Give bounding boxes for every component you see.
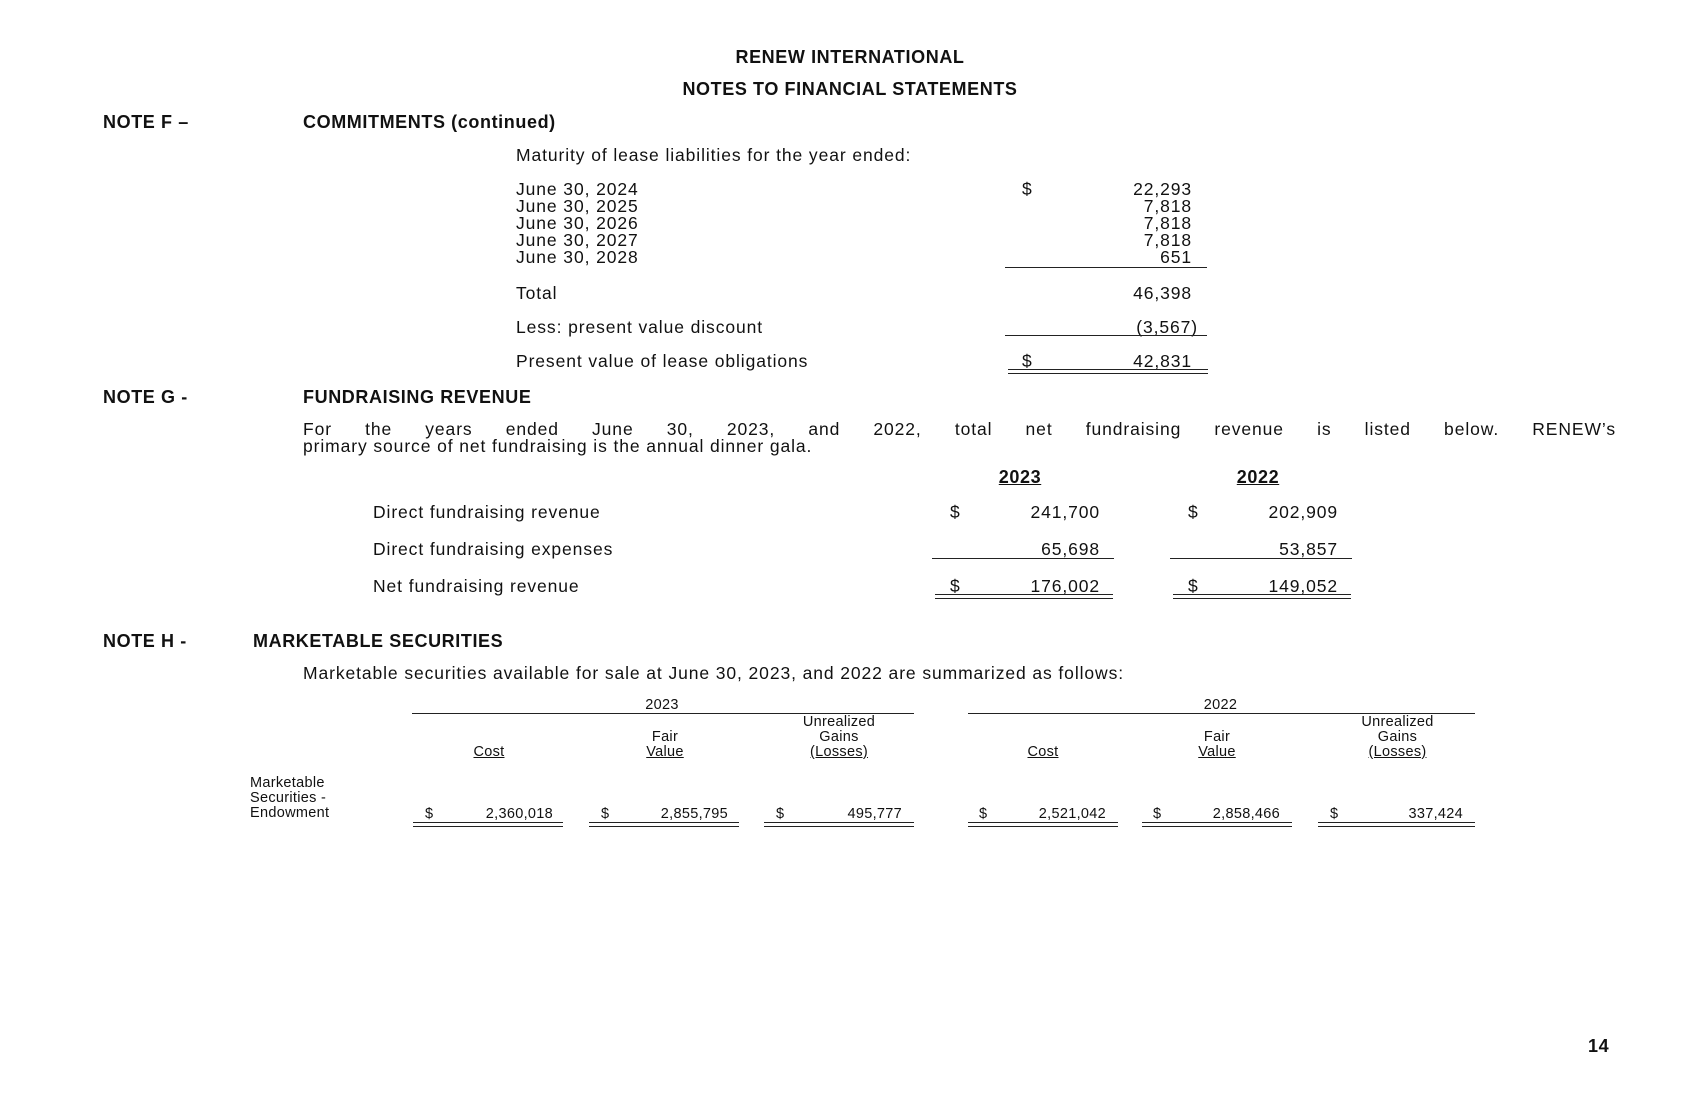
securities-row-label-line2: Securities - — [250, 790, 327, 806]
lease-total-label: Total — [516, 283, 558, 303]
year-group-2023: 2023 — [645, 697, 679, 713]
currency-symbol: $ — [425, 806, 434, 822]
total-double-rule — [1142, 822, 1292, 827]
note-h-title: MARKETABLE SECURITIES — [253, 631, 504, 651]
page-number: 14 — [1588, 1036, 1610, 1056]
col-losses-2023: (Losses) — [810, 744, 868, 760]
col-unrealized-2022: Unrealized — [1361, 714, 1434, 730]
org-name: RENEW INTERNATIONAL — [735, 47, 965, 67]
lease-row-value: 7,818 — [1143, 213, 1192, 233]
lease-row-value: 651 — [1160, 247, 1192, 267]
year-header-2023: 2023 — [998, 467, 1042, 487]
note-g-paragraph-line2: primary source of net fundraising is the annual dinner gala. — [303, 436, 813, 456]
currency-symbol: $ — [979, 806, 988, 822]
lease-row-label: June 30, 2028 — [516, 247, 639, 267]
fundraising-value-2023: 65,698 — [1041, 539, 1100, 559]
col-value-2023: Value — [646, 744, 684, 760]
currency-symbol: $ — [1188, 502, 1199, 522]
fundraising-value-2023: 241,700 — [1030, 502, 1100, 522]
fundraising-value-2022: 149,052 — [1268, 576, 1338, 596]
subtotal-rule — [932, 558, 1114, 559]
fair-2023-value: 2,855,795 — [660, 806, 728, 822]
discount-rule — [1005, 335, 1207, 336]
note-h-intro: Marketable securities available for sale at June 30, 2023, and 2022 are summarized as follows: — [303, 663, 1124, 683]
subtotal-rule — [1005, 267, 1207, 268]
lease-discount-label: Less: present value discount — [516, 317, 764, 337]
note-f-title: COMMITMENTS (continued) — [303, 112, 556, 132]
note-g-title: FUNDRAISING REVENUE — [303, 387, 532, 407]
note-g-label: NOTE G - — [103, 387, 188, 407]
lease-row-label: June 30, 2027 — [516, 230, 639, 250]
lease-row-value: 22,293 — [1133, 179, 1192, 199]
currency-symbol: $ — [1153, 806, 1162, 822]
fundraising-value-2022: 53,857 — [1279, 539, 1338, 559]
col-fair-2022: Fair — [1203, 729, 1231, 745]
fundraising-row-label: Direct fundraising revenue — [373, 502, 601, 522]
lease-row-label: June 30, 2026 — [516, 213, 639, 233]
total-double-rule — [1173, 594, 1351, 599]
total-double-rule — [589, 822, 739, 827]
col-cost-2022: Cost — [1027, 744, 1059, 760]
col-unrealized-2023: Unrealized — [802, 714, 876, 730]
fundraising-row-label: Net fundraising revenue — [373, 576, 580, 596]
year-group-2022: 2022 — [1203, 697, 1238, 713]
note-f-label: NOTE F – — [103, 112, 189, 132]
col-value-2022: Value — [1198, 744, 1236, 760]
fair-2022-value: 2,858,466 — [1212, 806, 1280, 822]
currency-symbol: $ — [776, 806, 785, 822]
lease-row-value: 7,818 — [1143, 196, 1192, 216]
unrealized-2022-value: 337,424 — [1408, 806, 1463, 822]
col-gains-2022: Gains — [1377, 729, 1418, 745]
note-g-paragraph-line1: For the years ended June 30, 2023, and 2022, total net fundraising revenue is listed below. RENEW’s — [303, 419, 1616, 439]
lease-row-label: June 30, 2025 — [516, 196, 639, 216]
lease-pv-label: Present value of lease obligations — [516, 351, 809, 371]
total-double-rule — [1318, 822, 1475, 827]
fundraising-value-2023: 176,002 — [1030, 576, 1100, 596]
securities-row-label-line1: Marketable — [250, 775, 325, 791]
col-cost-2023: Cost — [473, 744, 505, 760]
col-losses-2022: (Losses) — [1368, 744, 1427, 760]
cost-2023-value: 2,360,018 — [485, 806, 553, 822]
lease-row-value: 7,818 — [1143, 230, 1192, 250]
subtotal-rule — [1170, 558, 1352, 559]
page-title: NOTES TO FINANCIAL STATEMENTS — [682, 79, 1018, 99]
unrealized-2023-value: 495,777 — [847, 806, 902, 822]
note-h-label: NOTE H - — [103, 631, 187, 651]
col-gains-2023: Gains — [819, 729, 859, 745]
col-fair-2023: Fair — [651, 729, 679, 745]
currency-symbol: $ — [950, 502, 961, 522]
note-f-intro: Maturity of lease liabilities for the year ended: — [516, 145, 912, 165]
lease-row-label: June 30, 2024 — [516, 179, 639, 199]
currency-symbol: $ — [1022, 179, 1033, 199]
fundraising-row-label: Direct fundraising expenses — [373, 539, 614, 559]
total-double-rule — [764, 822, 914, 827]
currency-symbol: $ — [1188, 576, 1199, 596]
year-header-2022: 2022 — [1236, 467, 1280, 487]
lease-total-value: 46,398 — [1133, 283, 1192, 303]
cost-2022-value: 2,521,042 — [1038, 806, 1106, 822]
securities-row-label-line3: Endowment — [250, 805, 330, 821]
total-double-rule — [413, 822, 563, 827]
currency-symbol: $ — [1330, 806, 1339, 822]
currency-symbol: $ — [950, 576, 961, 596]
total-double-rule — [968, 822, 1118, 827]
total-double-rule — [935, 594, 1113, 599]
lease-discount-value: (3,567) — [1136, 317, 1198, 337]
currency-symbol: $ — [601, 806, 610, 822]
total-double-rule — [1008, 369, 1208, 374]
lease-pv-value: 42,831 — [1133, 351, 1192, 371]
currency-symbol: $ — [1022, 351, 1033, 371]
fundraising-value-2022: 202,909 — [1268, 502, 1338, 522]
